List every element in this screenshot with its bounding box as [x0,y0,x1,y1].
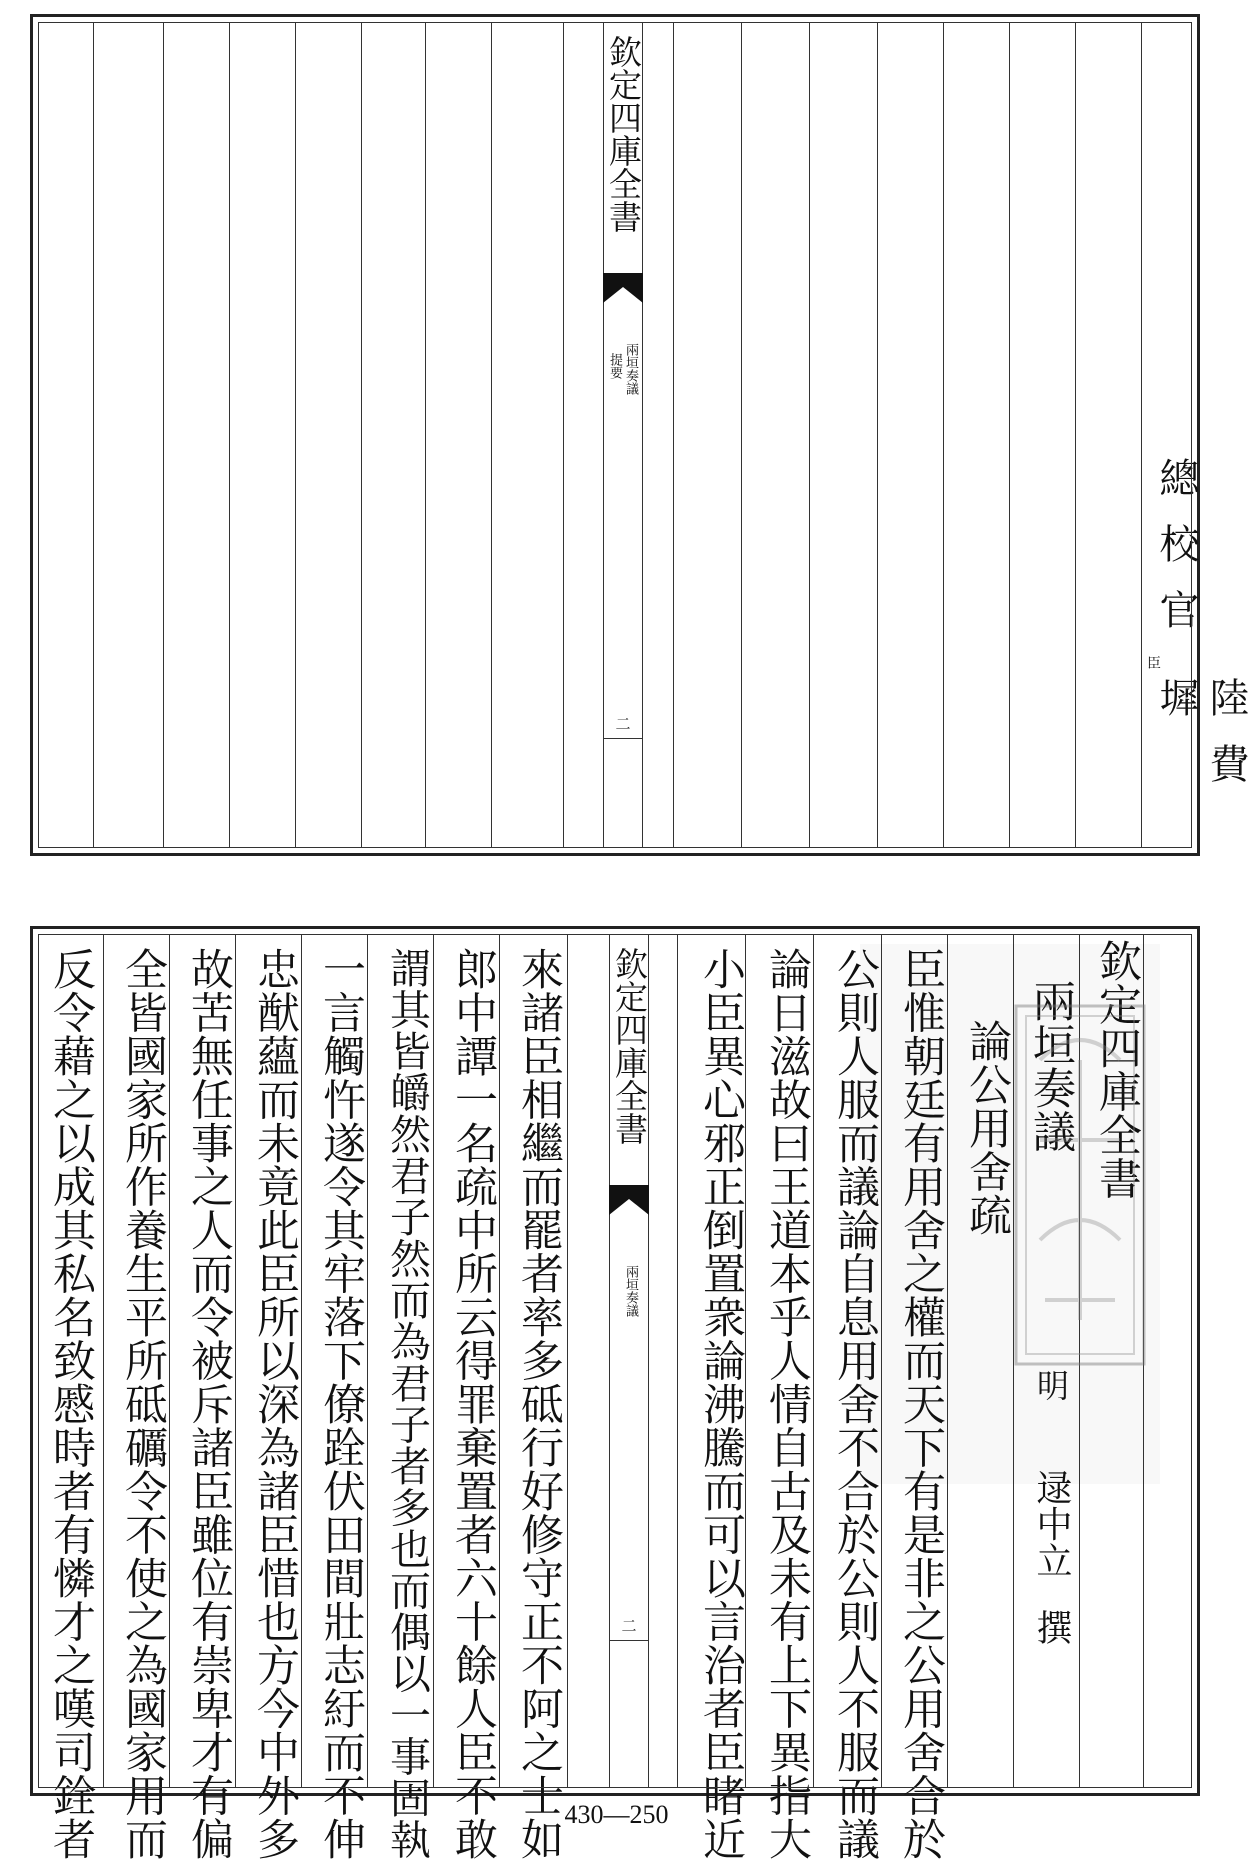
author-name: 逯中立 [1031,1469,1072,1579]
text-column: 郎中譚一名疏中所云得罪棄置者六十餘人臣不敢 [448,947,498,1861]
column-rule [163,23,164,847]
column-rule [1009,23,1010,847]
text-column: 來諸臣相繼而罷者率多砥行好修守正不阿之士如 [514,947,564,1861]
work-title: 兩垣奏議 [1026,979,1076,1153]
credit-prefix: 臣 [1147,656,1161,672]
column-rule [295,23,296,847]
column-rule [1141,23,1142,847]
column-rule [103,935,104,1787]
fold-section-title: 兩垣奏議 [623,343,638,395]
text-column: 一言觸忤遂令其牢落下僚跧伏田間壯志紆而不伸 [316,947,366,1861]
fish-tail-mark-icon [609,1185,649,1215]
text-column: 全皆國家所作養生平所砥礪令不使之為國家用而 [118,947,168,1861]
essay-title: 論公用舍疏 [962,1019,1012,1237]
column-rule [809,23,810,847]
text-column: 故苦無任事之人而令被斥諸臣雖位有崇卑才有偏 [184,947,234,1861]
column-rule [425,23,426,847]
column-rule [93,23,94,847]
author-role: 撰 [1031,1609,1072,1646]
fold-book-title: 欽定四庫全書 [610,947,649,1145]
dynasty: 明 [1032,1369,1070,1402]
column-rule [563,23,564,847]
book-title: 欽定四庫全書 [1092,939,1142,1200]
fold-sub-title: 提要 [607,353,622,379]
text-column: 臣惟朝廷有用舍之權而天下有是非之公用舍合於 [896,947,946,1861]
top-page [30,14,1249,856]
text-column: 小臣異心邪正倒置衆論沸騰而可以言治者臣睹近 [696,947,746,1861]
column-rule [673,23,674,847]
credit-title: 總校官 [1153,457,1199,655]
column-rule [677,935,678,1787]
fold-page-number: 二 [615,715,631,733]
fold-page-number: 二 [621,1617,637,1635]
text-column: 反令藉之以成其私名致慼時者有憐才之嘆司銓者 [46,947,96,1861]
credit-name: 陸費墀 [1153,677,1249,809]
text-column: 謂其皆皭然君子然而為君子者多也而偶以一事固執 [383,947,431,1860]
column-rule [1075,23,1076,847]
fish-tail-mark-icon [603,273,643,303]
column-rule [943,23,944,847]
fold-column [603,23,643,847]
column-rule [229,23,230,847]
fold-section-title: 兩垣奏議 [623,1265,638,1317]
text-column: 公則人服而議論自息用舍不合於公則人不服而議 [830,947,880,1861]
page-footer-number: 430—250 [564,1800,669,1829]
seal-stamp-icon [1010,1000,1150,1370]
fold-book-title: 欽定四庫全書 [604,35,643,233]
fold-column [609,935,649,1787]
column-rule [877,23,878,847]
column-rule [491,23,492,847]
column-rule [361,23,362,847]
column-rule [741,23,742,847]
text-column: 忠猷蘊而未竟此臣所以深為諸臣惜也方今中外多 [250,947,300,1861]
text-column: 論日滋故曰王道本乎人情自古及未有上下異指大 [762,947,812,1861]
